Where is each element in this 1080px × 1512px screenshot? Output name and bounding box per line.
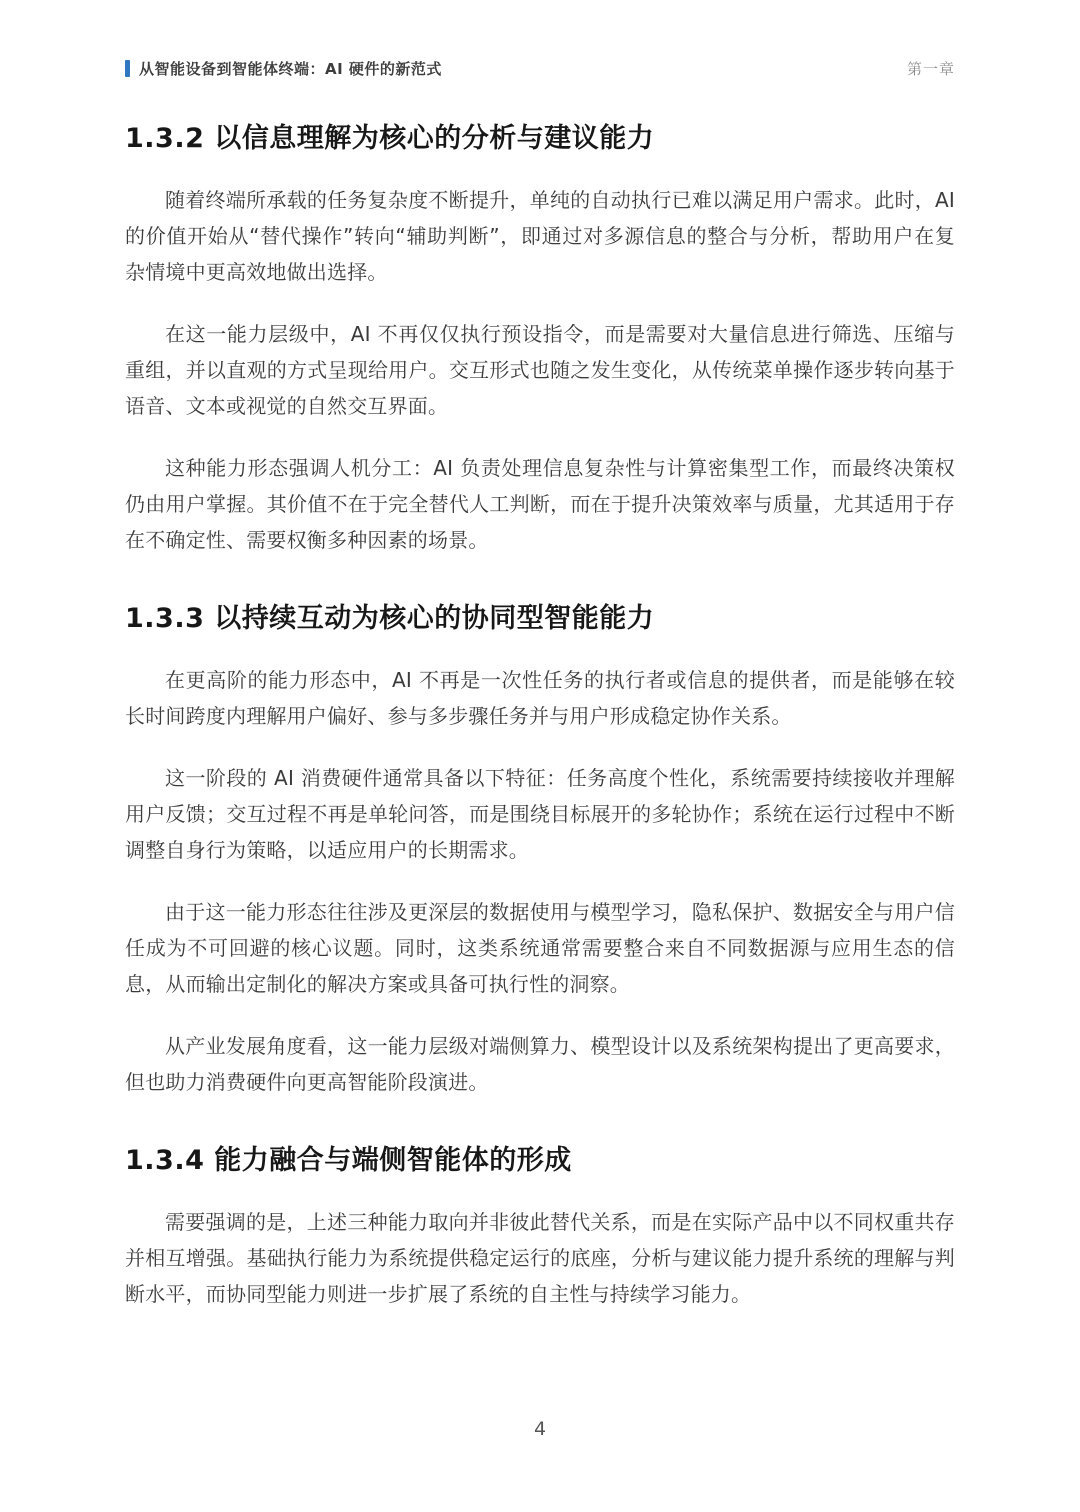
page-number: 4 [533,1418,547,1440]
page-footer [0,1418,1080,1440]
document-title: 从智能设备到智能体终端：AI 硬件的新范式 [139,59,442,78]
section-heading-1-3-2: 1.3.2 以信息理解为核心的分析与建议能力 [125,123,655,154]
paragraph: 随着终端所承载的任务复杂度不断提升，单纯的自动执行已难以满足用户需求。此时，AI 的价值开始从“替代操作”转向“辅助判断”，即通过对多源信息的整合与分析，帮助用户在复杂情境中更高效地做出选择。 [125,188,955,284]
paragraph: 在更高阶的能力形态中，AI 不再是一次性任务的执行者或信息的提供者，而是能够在较长时间跨度内理解用户偏好、参与多步骤任务并与用户形成稳定协作关系。 [125,668,955,728]
section-heading-1-3-3: 1.3.3 以持续互动为核心的协同型智能能力 [125,603,655,634]
paragraph: 这种能力形态强调人机分工：AI 负责处理信息复杂性与计算密集型工作，而最终决策权仍由用户掌握。其价值不在于完全替代人工判断，而在于提升决策效率与质量，尤其适用于存在不确定性、需要权衡多种因素的场景。 [125,456,955,552]
paragraph: 在这一能力层级中，AI 不再仅仅执行预设指令，而是需要对大量信息进行筛选、压缩与重组，并以直观的方式呈现给用户。交互形式也随之发生变化，从传统菜单操作逐步转向基于语音、文本或视觉的自然交互界面。 [125,322,955,418]
paragraph: 需要强调的是，上述三种能力取向并非彼此替代关系，而是在实际产品中以不同权重共存并相互增强。基础执行能力为系统提供稳定运行的底座，分析与建议能力提升系统的理解与判断水平，而协同型能力则进一步扩展了系统的自主性与持续学习能力。 [125,1210,955,1306]
paragraph: 这一阶段的 AI 消费硬件通常具备以下特征：任务高度个性化，系统需要持续接收并理解用户反馈；交互过程不再是单轮问答，而是围绕目标展开的多轮协作；系统在运行过程中不断调整自身行为策略，以适应用户的长期需求。 [125,766,955,862]
header-left [125,58,442,79]
paragraph: 由于这一能力形态往往涉及更深层的数据使用与模型学习，隐私保护、数据安全与用户信任成为不可回避的核心议题。同时，这类系统通常需要整合来自不同数据源与应用生态的信息，从而输出定制化的解决方案或具备可执行性的洞察。 [125,900,955,996]
section-heading-1-3-4: 1.3.4 能力融合与端侧智能体的形成 [125,1145,572,1176]
accent-bar-icon [125,60,130,77]
chapter-label: 第一章 [906,59,955,78]
paragraph: 从产业发展角度看，这一能力层级对端侧算力、模型设计以及系统架构提出了更高要求，但也助力消费硬件向更高智能阶段演进。 [125,1034,955,1094]
page-header [125,58,955,78]
